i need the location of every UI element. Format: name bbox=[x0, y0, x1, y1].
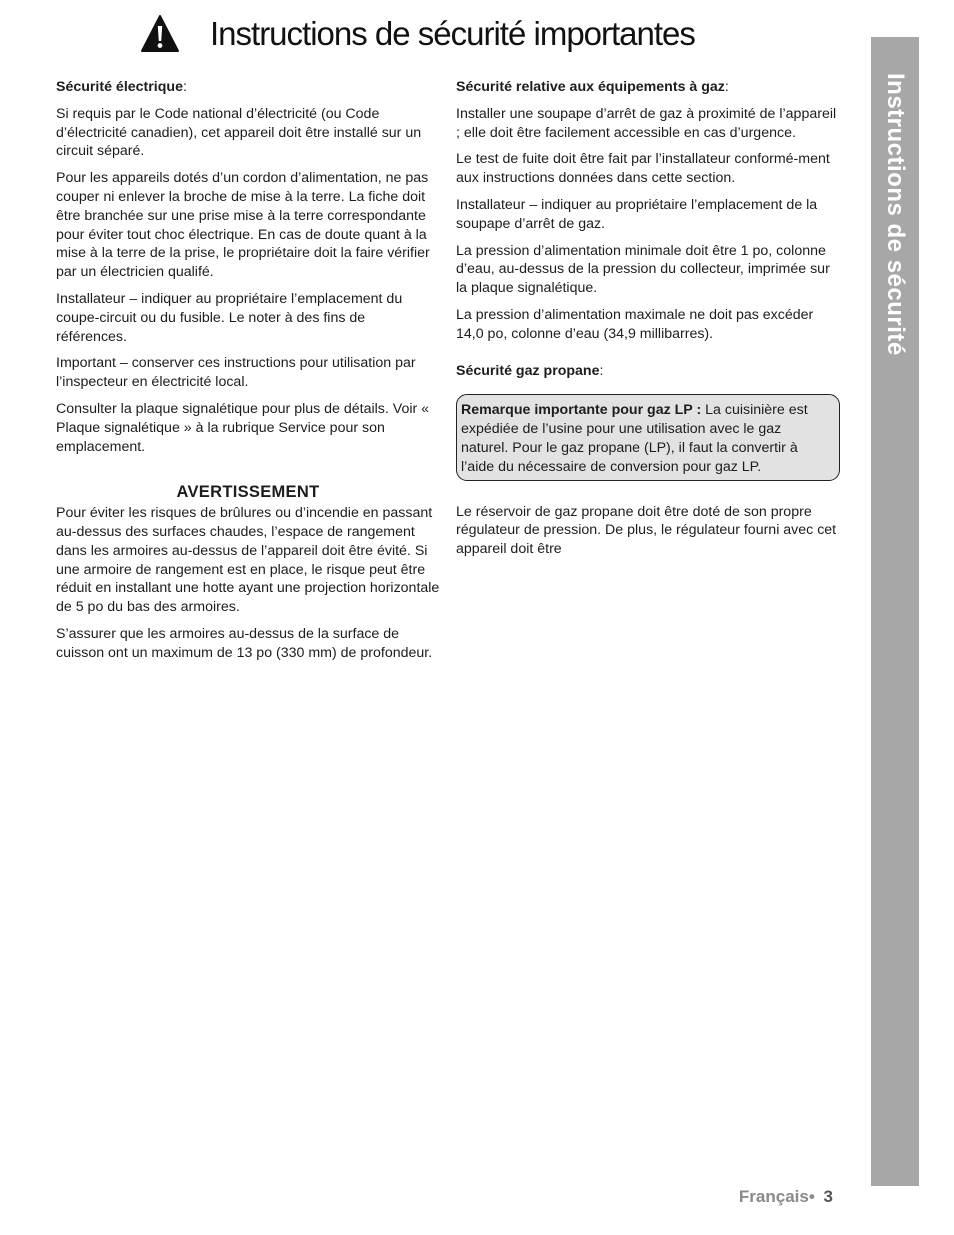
paragraph: La pression d’alimentation minimale doit être 1 po, colonne d’eau, au-dessus de la pression du collecteur, imprimée sur la plaque signalétique. bbox=[456, 242, 830, 297]
note-text: La cuisinière est expédiée de l’usine pour une utilisation avec le gaz naturel. Pour le gaz propane (LP), il faut la convertir à l’aide du nécessaire de conversion pour gaz LP. bbox=[461, 402, 808, 475]
side-section-tab bbox=[871, 37, 919, 1186]
paragraph: Installateur – indiquer au propriétaire l’emplacement du coupe-circuit ou du fusible. Le noter à des fins de références. bbox=[56, 290, 403, 345]
footer-language: Français• bbox=[738, 1187, 815, 1206]
page-footer bbox=[739, 1187, 833, 1207]
paragraph: Installateur – indiquer au propriétaire l’emplacement de la soupape d’arrêt de gaz. bbox=[456, 196, 818, 232]
page-title: Instructions de sécurité importantes bbox=[210, 15, 695, 52]
paragraph: Le test de fuite doit être fait par l’installateur conformé-ment aux instructions données dans cette section. bbox=[456, 151, 830, 187]
left-column bbox=[56, 78, 440, 671]
gas-safety-heading-text: Sécurité relative aux équipements à gaz bbox=[456, 79, 725, 95]
paragraph: Si requis par le Code national d’électricité (ou Code d’électricité canadien), cet appareil doit être installé sur un circuit séparé. bbox=[56, 105, 422, 160]
warning-heading: AVERTISSEMENT bbox=[176, 483, 320, 502]
propane-safety-heading bbox=[456, 362, 840, 381]
paragraph: Pour les appareils dotés d’un cordon d’alimentation, ne pas couper ni enlever la broche de mise à la terre. La fiche doit être branchée sur une prise mise à la terre correspondante pour éviter tout choc électrique. En cas de doute quant à la mise à la terre de la prise, le propriétaire doit la faire vérifier par un électricien qualifé. bbox=[56, 170, 430, 281]
paragraph: Le réservoir de gaz propane doit être doté de son propre régulateur de pression. De plus, le régulateur fourni avec cet appareil doit être bbox=[456, 503, 837, 558]
paragraph: Installer une soupape d’arrêt de gaz à proximité de l’appareil ; elle doit être facilement accessible en cas d’urgence. bbox=[456, 105, 837, 141]
paragraph: S’assurer que les armoires au-dessus de la surface de cuisson ont un maximum de 13 po (330 mm) de profondeur. bbox=[56, 625, 433, 661]
side-tab-label: Instructions de sécurité bbox=[882, 73, 909, 356]
propane-safety-heading-text: Sécurité gaz propane bbox=[456, 362, 600, 379]
electrical-safety-heading-text: Sécurité électrique bbox=[56, 79, 183, 95]
heading-colon: : bbox=[724, 79, 729, 95]
paragraph: La pression d’alimentation maximale ne doit pas excéder 14,0 po, colonne d’eau (34,9 millibarres). bbox=[456, 306, 814, 342]
lp-gas-note-box bbox=[456, 394, 840, 480]
gas-safety-heading bbox=[456, 78, 840, 97]
page-number: 3 bbox=[823, 1187, 833, 1206]
paragraph: Pour éviter les risques de brûlures ou d’incendie en passant au-dessus des surfaces chaudes, l’espace de rangement dans les armoires au-dessus de l’appareil doit être évité. Si une armoire de rangement est en place, le risque peut être réduit en installant une hotte ayant une projection horizontale de 5 po du bas des armoires. bbox=[56, 505, 440, 616]
note-label: Remarque importante pour gaz LP : bbox=[461, 402, 702, 419]
page-header bbox=[140, 10, 695, 58]
warning-triangle-icon bbox=[140, 14, 180, 54]
electrical-safety-heading bbox=[56, 78, 440, 97]
heading-colon: : bbox=[599, 362, 604, 379]
paragraph: Consulter la plaque signalétique pour plus de détails. Voir « Plaque signalétique » à la rubrique Service pour son emplacement. bbox=[56, 400, 430, 455]
right-column bbox=[456, 78, 840, 567]
paragraph: Important – conserver ces instructions pour utilisation par l’inspecteur en électricité local. bbox=[56, 355, 416, 391]
heading-colon: : bbox=[182, 79, 187, 95]
